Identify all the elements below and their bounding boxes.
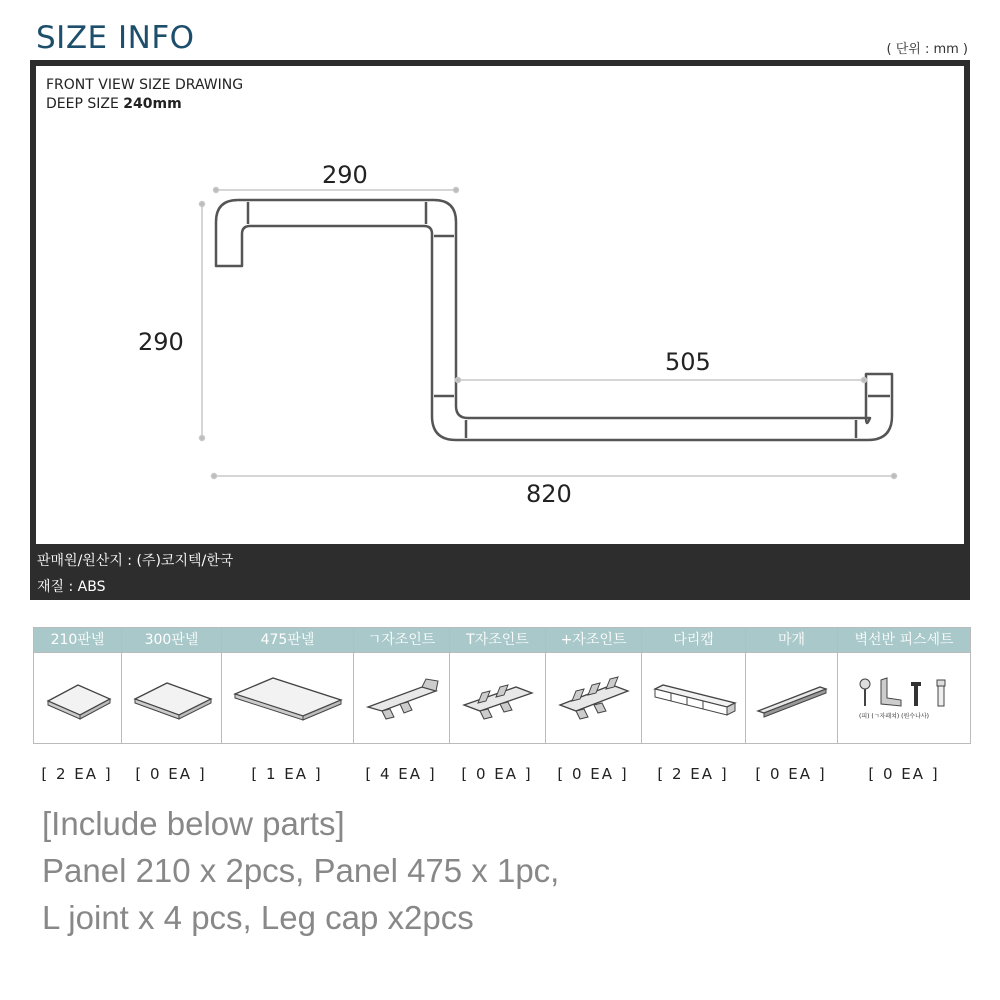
part-475-panel [221,627,353,744]
qty-screw-set: [ 0 EA ] [868,765,940,783]
part-name: 벽선반 피스세트 [838,628,970,652]
qty-stopper: [ 0 EA ] [755,765,827,783]
leg-cap-icon [642,652,745,743]
shelf-drawing [36,66,964,544]
notes-heading: [Include below parts] [42,805,345,842]
part-cross-joint [545,627,641,744]
panel-large-icon [222,652,353,743]
qty-l-joint: [ 4 EA ] [365,765,437,783]
parts-table [33,627,971,744]
part-l-joint [353,627,449,744]
notes-line-1: Panel 210 x 2pcs, Panel 475 x 1pc, [42,852,560,889]
deep-size-label: DEEP SIZE [46,96,119,112]
part-name: +자조인트 [546,628,641,652]
stopper-icon [746,652,837,743]
part-name: ㄱ자조인트 [354,628,449,652]
qty-475-panel: [ 1 EA ] [251,765,323,783]
notes-line-2: L joint x 4 pcs, Leg cap x2pcs [42,899,474,936]
dim-top-width: 290 [322,161,368,189]
shelf-outline [216,200,892,440]
part-t-joint [449,627,545,744]
part-name: 다리캡 [642,628,745,652]
part-name: 210판넬 [34,628,121,652]
page-title: SIZE INFO [36,20,195,56]
view-label: FRONT VIEW SIZE DRAWING [46,77,244,93]
qty-leg-cap: [ 2 EA ] [657,765,729,783]
qty-210-panel: [ 2 EA ] [41,765,113,783]
included-parts-notes [42,800,559,941]
dimension-lines [200,188,897,479]
l-joint-icon [354,652,449,743]
part-leg-cap [641,627,745,744]
unit-note: ( 단위 : mm ) [886,42,968,57]
dim-bottom-width: 505 [665,348,711,376]
quantity-row [33,765,971,783]
qty-300-panel: [ 0 EA ] [135,765,207,783]
part-stopper [745,627,837,744]
t-joint-icon [450,652,545,743]
part-210-panel [33,627,121,744]
size-drawing-panel [30,60,970,600]
cross-joint-icon [546,652,641,743]
part-300-panel [121,627,221,744]
drawing-area [36,66,964,544]
deep-size-value: 240mm [123,96,182,112]
qty-cross-joint: [ 0 EA ] [557,765,629,783]
svg-text:(피) (ㄱ자패쳐) (원수나사): (피) (ㄱ자패쳐) (원수나사) [859,713,930,720]
part-screw-set [837,627,971,744]
screw-set-icon [838,652,970,743]
part-name: 475판넬 [222,628,353,652]
dim-total-width: 820 [526,480,572,508]
panel-small-icon [34,652,121,743]
dim-height: 290 [138,328,184,356]
seller-origin: 판매원/원산지 : (주)코지텍/한국 [37,553,234,569]
part-name: 마개 [746,628,837,652]
qty-t-joint: [ 0 EA ] [461,765,533,783]
part-name: 300판넬 [122,628,221,652]
panel-medium-icon [122,652,221,743]
part-name: T자조인트 [450,628,545,652]
material: 재질 : ABS [37,579,106,595]
